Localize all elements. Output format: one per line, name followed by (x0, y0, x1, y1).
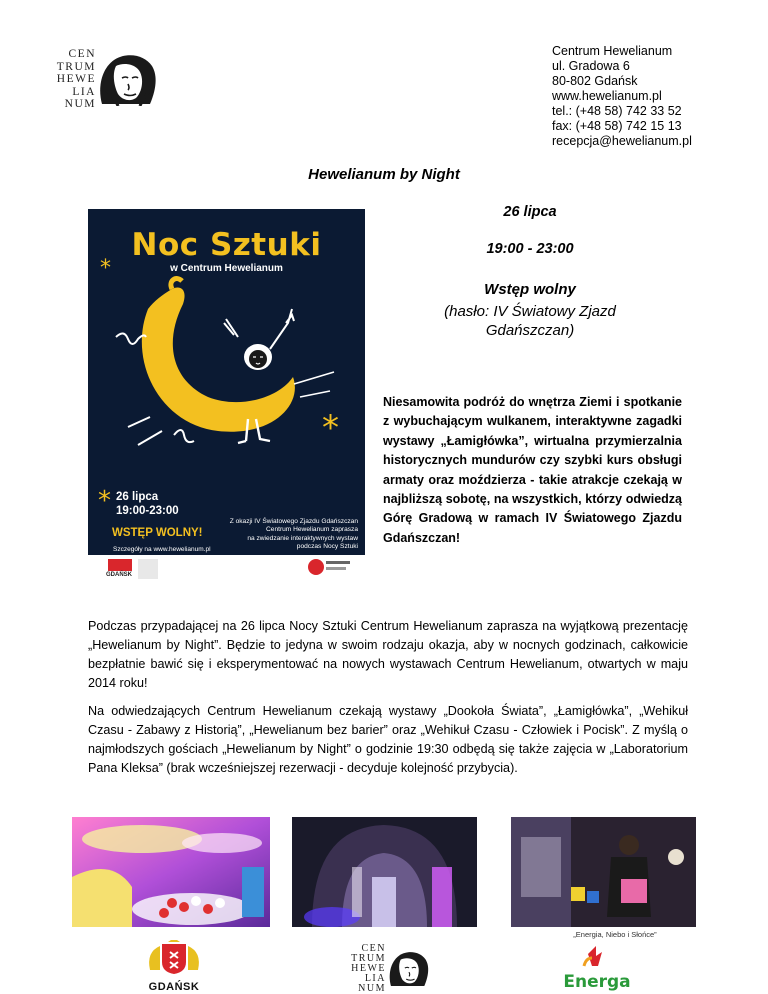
energa-wordmark: Energa (563, 972, 631, 992)
corridor-image (292, 817, 477, 927)
energa-symbol-icon (562, 944, 632, 968)
street-address: ul. Gradowa 6 (552, 59, 630, 73)
colorful-room-image (72, 817, 270, 927)
svg-text:*: * (322, 408, 339, 448)
photo-caption: „Energia, Niebo i Słońce” (573, 930, 657, 939)
hewelianum-logo (52, 48, 172, 110)
footer-logo-wordmark: CEN TRUM HEWE LIA NUM (351, 943, 386, 994)
postal-city: 80-802 Gdańsk (552, 74, 638, 88)
poster-footer (88, 555, 365, 583)
email-link[interactable]: recepcja@hewelianum.pl (552, 134, 692, 148)
exhibition-photo-1 (72, 817, 270, 927)
hevelius-portrait-icon (92, 50, 164, 106)
hewelianum-footer-logo (348, 943, 438, 994)
website-link[interactable]: www.hewelianum.pl (552, 89, 662, 103)
svg-text:*: * (100, 256, 111, 281)
event-date: 26 lipca (503, 204, 557, 220)
logo-wordmark: CEN TRUM HEWE LIA NUM (56, 48, 96, 110)
poster-title: Noc Sztuki (131, 227, 322, 263)
exhibition-photo-3 (511, 817, 696, 927)
event-poster (88, 209, 365, 583)
visitors-image (511, 817, 696, 927)
poster-entry: WSTĘP WOLNY! (112, 527, 203, 539)
event-title: Hewelianum by Night (308, 166, 460, 183)
event-entry: Wstęp wolny (484, 281, 576, 298)
poster-gdansk-label: GDAŃSK (106, 572, 133, 578)
gdansk-logo (146, 940, 202, 993)
poster-website: Szczegóły na www.hewelianum.pl (113, 546, 211, 553)
event-time: 19:00 - 23:00 (486, 241, 574, 257)
address-block (552, 44, 762, 149)
footer-portrait-icon (384, 946, 434, 990)
poster-note: Z okazji IV Światowego Zjazdu Gdańszczan Centrum Hewelianum zaprasza na zwiedzanie interaktywnych wystaw podczas Nocy Sztuki (229, 518, 358, 551)
institution-name: Centrum Hewelianum (552, 44, 673, 58)
phone-number: tel.: (+48 58) 742 33 52 (552, 104, 682, 118)
event-password: (hasło: IV Światowy Zjazd Gdańszczan) (444, 303, 616, 339)
paragraph-2: Na odwiedzających Centrum Hewelianum czekają wystawy „Dookoła Świata”, „Łamigłówka”, „Wehikuł Czasu - Zabawy z Historią”, „Hewelianum bez barier” oraz „Wehikuł Czasu - Człowiek i Pocisk”. Z myślą o najmłodszych gościach „Hewelianum by Night” o godzinie 19:30 odbędą się także zajęcia w „Laboratorium Pana Kleksa” (brak wcześniejszej rezerwacji - decyduje kolejność przybycia). (88, 704, 688, 775)
gdansk-wordmark: GDAŃSK (148, 981, 200, 993)
poster-subtitle: w Centrum Hewelianum (170, 263, 283, 274)
gdansk-coat-of-arms-icon (146, 940, 202, 976)
poster-date: 26 lipca 19:00-23:00 (116, 491, 179, 517)
paragraph-1: Podczas przypadającej na 26 lipca Nocy Sztuki Centrum Hewelianum zaprasza na wyjątkową prezentację „Hewelianum by Night”. Będzie to jedyna w swoim rodzaju okazja, aby w nocnych godzinach, całkowicie bezpłatnie bawić się i eksperymentować na nowych wystawach Centrum Hewelianum, otwartych w maju 2014 roku! (88, 619, 688, 690)
exhibition-photo-2 (292, 817, 477, 927)
poster-footer-logos (88, 555, 365, 583)
fax-number: fax: (+48 58) 742 15 13 (552, 119, 682, 133)
energa-logo (562, 944, 632, 990)
svg-text:*: * (98, 486, 111, 516)
highlight-paragraph: Niesamowita podróż do wnętrza Ziemi i spotkanie z wybuchającym wulkanem, interaktywne zagadki wystawy „Łamigłówka”, wirtualna przymierzalnia historycznych mundurów czy szybki kurs obsługi armaty oraz moździerza - takie atrakcje czekają w najbliższą sobotę, na wszystkich, którzy odwiedzą Górę Gradową w ramach IV Światowego Zjazdu Gdańszczan! (383, 395, 682, 545)
